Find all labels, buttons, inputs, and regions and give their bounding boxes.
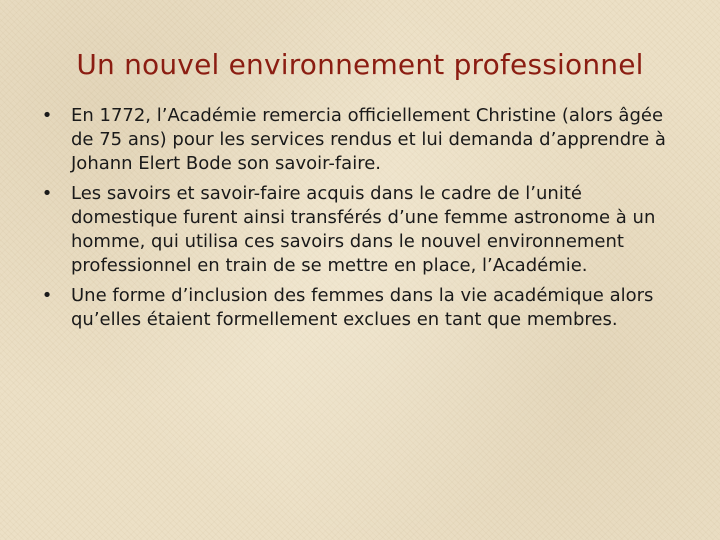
bullet-icon: • [41, 105, 53, 126]
bullet-text: En 1772, l’Académie remercia officiellement Christine (alors âgée de 75 ans) pour les services rendus et lui demanda d’apprendre à Johann Elert Bode son savoir-faire. [71, 105, 666, 174]
bullet-item [40, 284, 690, 332]
bullet-list [40, 104, 690, 338]
bullet-text: Les savoirs et savoir-faire acquis dans le cadre de l’unité domestique furent ainsi transférés d’une femme astronome à un homme, qui utilisa ces savoirs dans le nouvel environnement professionnel en train de se mettre en place, l’Académie. [71, 183, 656, 276]
bullet-item [40, 182, 690, 278]
bullet-text: Une forme d’inclusion des femmes dans la vie académique alors qu’elles étaient formellement exclues en tant que membres. [71, 285, 654, 330]
slide-title: Un nouvel environnement professionnel [76, 48, 644, 81]
bullet-icon: • [41, 183, 53, 204]
bullet-item [40, 104, 690, 176]
bullet-icon: • [41, 285, 53, 306]
